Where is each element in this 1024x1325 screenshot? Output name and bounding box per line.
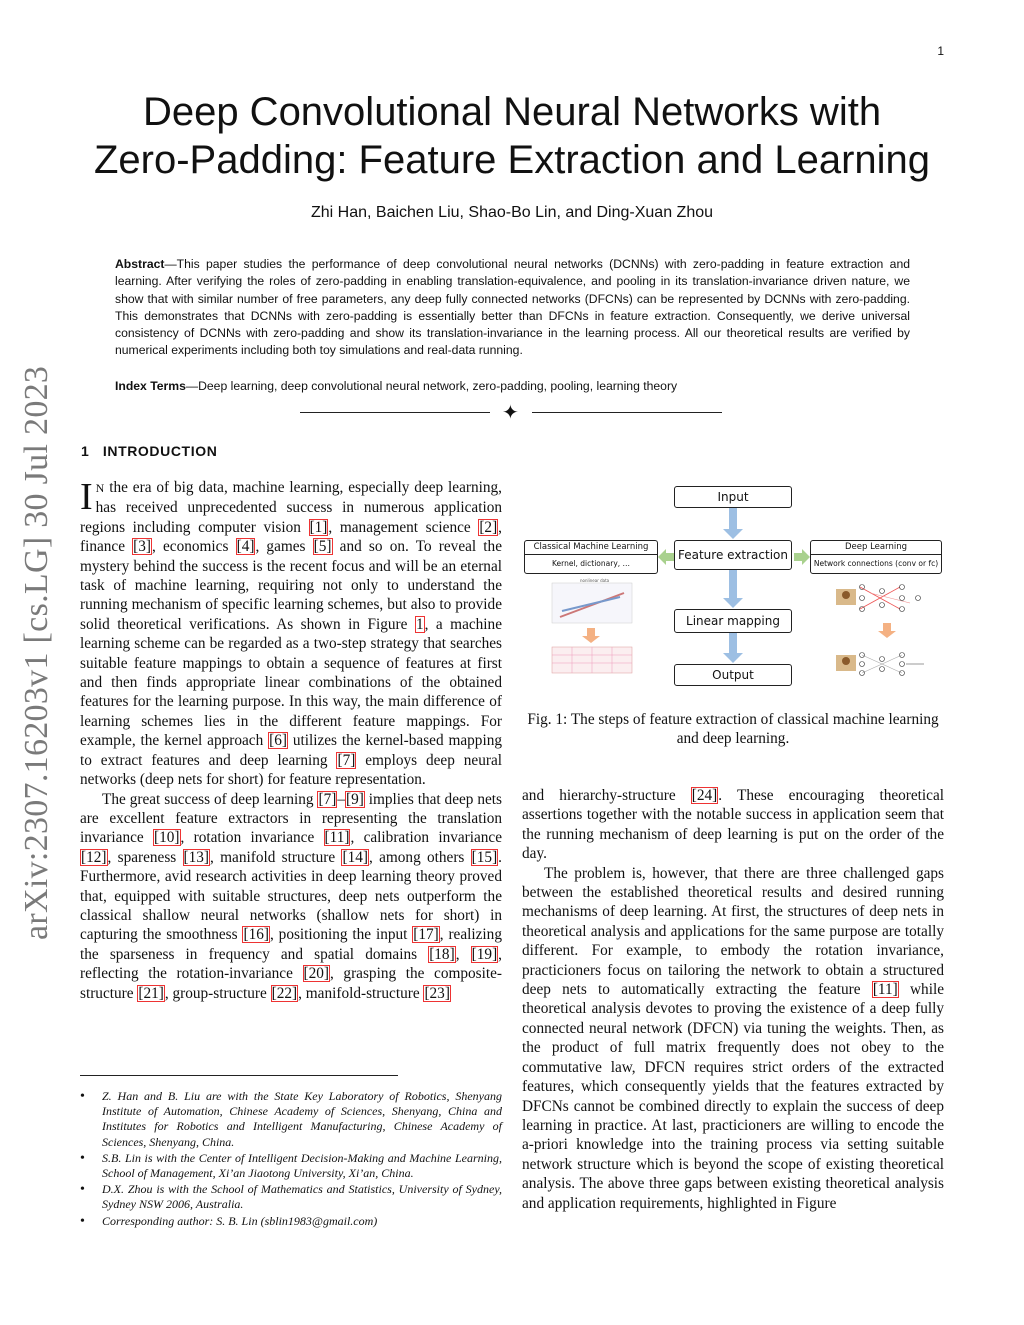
text-run: . These encouraging theoretical assertions together with the notable success in application seem that the running mechanism of deep learning is put on the order of the day. bbox=[522, 787, 944, 863]
feature-extraction-box: Feature extraction bbox=[674, 540, 792, 570]
author-list: Zhi Han, Baichen Liu, Shao-Bo Lin, and Ding-Xuan Zhou bbox=[310, 204, 714, 221]
section-title: INTRODUCTION bbox=[102, 443, 218, 459]
abstract-label: Abstract bbox=[115, 257, 165, 271]
text-run: , group-structure bbox=[164, 984, 271, 1002]
abstract-text: —This paper studies the performance of deep convolutional neural networks (DCNNs) with zero-padding in feature extraction and learning. After verifying the roles of zero-padding in enabling translation-equivalence, and pooling in its translation-invariance driven nature, we show that with similar number of free parameters, any deep fully connected networks (DFCNs) can be represented by DCNNs with zero-padding. This demonstrates that DCNNs with zero-padding is essentially better than DFCNs in feature extraction. Consequently, we derive universal consistency of DCNNs with zero-padding and show its translation-invariance in the learning process. All our theoretical results are verified by numerical experiments including both toy simulations and real-data running. bbox=[115, 257, 910, 358]
paper-title bbox=[60, 88, 964, 184]
classical-scatter-plot-icon bbox=[552, 578, 632, 623]
text-run: , manifold-structure bbox=[298, 984, 424, 1002]
text-run: and hierarchy-structure bbox=[522, 787, 691, 804]
citation-link[interactable]: [3] bbox=[133, 538, 152, 556]
figure-link[interactable]: 1 bbox=[415, 615, 424, 633]
citation-link[interactable]: [13] bbox=[183, 848, 210, 866]
citation-link[interactable]: [20] bbox=[303, 965, 329, 983]
deep-learning-title: Deep Learning bbox=[811, 541, 941, 555]
text-run: while theoretical analysis devotes to proving the existence of a deep fully connected neural network (DFCN) via tuning the weights. Then, as the product of full matrix frequently does not obey to the commutative law, DFCN requires strict orders of the extracted features, which consequently yields that the features extracted by DFCNs cannot be combined directly to explain the success of deep learning in practice. At last, practicioners are willing to encode the a-priori knowledge into the training process via setting suitable network structure which is beyond the scope of existing theoretical analysis. The above three gaps between existing theoretical analysis and application requirements, highlighted in Figure bbox=[522, 981, 944, 1212]
text-run: , positioning the input bbox=[269, 926, 413, 944]
footnote-item: • D.X. Zhou is with the School of Mathematics and Statistics, University of Sydney, Sydney NSW 2006, Australia. bbox=[80, 1182, 502, 1212]
network-diagram-icon-1 bbox=[860, 585, 921, 612]
citation-link[interactable]: [5] bbox=[313, 538, 332, 556]
title-line-1: Deep Convolutional Neural Networks with bbox=[142, 90, 882, 134]
divider-line-right bbox=[532, 412, 722, 413]
section-number: 1 bbox=[81, 443, 90, 459]
arxiv-watermark: arXiv:2307.16203v1 [cs.LG] 30 Jul 2023 bbox=[18, 365, 55, 940]
footnote-rule bbox=[80, 1075, 398, 1076]
text-run: and so on. To reveal the mystery behind the success is the recent focus and will be an eternal task of machine learning, requiring not only to understand the running mechanism of specific learning schemes, but also to provide solid theoretical verifications. As shown in Figure bbox=[80, 538, 502, 633]
text-run: , calibration invariance bbox=[350, 829, 503, 847]
divider-line-left bbox=[300, 412, 490, 413]
classical-ml-box bbox=[524, 540, 658, 574]
network-diagram-icon-2 bbox=[860, 653, 925, 676]
citation-link[interactable]: [4] bbox=[236, 538, 255, 556]
text-run: , economics bbox=[152, 538, 236, 556]
deep-learning-subtitle: Network connections (conv or fc) bbox=[813, 559, 939, 568]
text-run: , management science bbox=[328, 518, 479, 536]
index-terms-text: —Deep learning, deep convolutional neural network, zero-padding, pooling, learning theory bbox=[185, 379, 678, 393]
dog-image-icon-2 bbox=[836, 655, 856, 671]
citation-link[interactable]: [2] bbox=[479, 518, 498, 536]
intro-paragraph-2 bbox=[80, 790, 502, 1003]
text-run: implies that deep nets are excellent feature extractors in representing the translation invariance bbox=[80, 790, 502, 847]
svg-text:nonlinear data: nonlinear data bbox=[580, 578, 610, 583]
input-box: Input bbox=[674, 486, 792, 508]
blue-arrow-input-to-feature bbox=[723, 507, 743, 539]
footnotes bbox=[80, 1089, 502, 1230]
footnote-item: • S.B. Lin is with the Center of Intelligent Decision-Making and Machine Learning, School of Management, Xi’an Jiaotong University, Xi’an, China. bbox=[80, 1151, 502, 1181]
figure-arrows bbox=[520, 483, 946, 693]
citation-link[interactable]: [19] bbox=[471, 945, 498, 963]
green-arrow-right bbox=[794, 549, 810, 565]
text-run: employs deep neural networks (deep nets for short) for feature representation. bbox=[80, 751, 502, 789]
footnote-item: • Z. Han and B. Liu are with the State Key Laboratory of Robotics, Shenyang Institute of Automation, Chinese Academy of Sciences, Shenyang, China and Institutes for Robotics and Intelligent Manufacturing, Chinese Academy of Sciences, Shenyang, China. bbox=[80, 1089, 502, 1150]
green-arrow-left bbox=[658, 549, 674, 565]
abstract bbox=[115, 256, 910, 360]
text-run: , among others bbox=[368, 848, 471, 866]
text-run: . Furthermore, avid research activities in deep learning theory proved that, equipped with suitable structures, deep nets outperform the classical shallow neural networks (shallow nets for short) in capturing the smoothness bbox=[80, 848, 502, 944]
blue-arrow-linear-to-output bbox=[723, 631, 743, 663]
citation-link[interactable]: [12] bbox=[81, 848, 107, 866]
citation-link[interactable]: [7] bbox=[337, 751, 356, 769]
footnote-item: • Corresponding author: S. B. Lin (sblin1983@gmail.com) bbox=[80, 1214, 502, 1229]
text-run: , bbox=[455, 945, 471, 963]
citation-link[interactable]: [15] bbox=[471, 848, 498, 866]
classical-ml-title: Classical Machine Learning bbox=[525, 541, 657, 555]
citation-link[interactable]: [1] bbox=[309, 518, 328, 536]
citation-link[interactable]: [7] bbox=[318, 790, 337, 808]
index-terms-label: Index Terms bbox=[115, 379, 186, 393]
text-run: , a machine learning scheme can be regarded as a two-step strategy that searches suitable feature mappings to obtain a sequence of features at first and then finds appropriate linear combinations of the obtained features for the learning purpose. In this way, the main difference of learning schemes lies in the different feature mappings. For example, the kernel approach bbox=[80, 615, 502, 750]
orange-arrow-classical bbox=[582, 628, 600, 643]
page-number: 1 bbox=[937, 44, 944, 58]
drop-cap: I bbox=[80, 476, 93, 518]
citation-link[interactable]: [14] bbox=[342, 848, 368, 866]
text-run: The great success of deep learning bbox=[102, 790, 318, 808]
citation-link[interactable]: [21] bbox=[138, 984, 164, 1002]
citation-link[interactable]: [17] bbox=[413, 926, 439, 944]
text-run: the era of big data, machine learning, especially deep learning, has received unprecedented success in numerous application regions including computer vision bbox=[80, 479, 502, 536]
right-paragraph-1 bbox=[522, 786, 944, 864]
text-run: , finance bbox=[80, 518, 502, 556]
orange-arrow-deep bbox=[878, 623, 896, 638]
index-terms bbox=[115, 379, 910, 393]
title-line-2: Zero-Padding: Feature Extraction and Learning bbox=[93, 138, 931, 182]
section-divider bbox=[300, 400, 724, 424]
right-paragraph-2 bbox=[522, 864, 944, 1213]
text-run: , spareness bbox=[107, 848, 183, 866]
figure-1-diagram bbox=[520, 483, 946, 693]
citation-link[interactable]: [6] bbox=[269, 732, 287, 750]
citation-link[interactable]: [23] bbox=[424, 984, 450, 1002]
divider-star-icon: ✦ bbox=[502, 400, 519, 424]
text-run: , realizing the sparseness in frequency and spatial domains bbox=[80, 926, 502, 963]
text-run: , games bbox=[255, 538, 313, 556]
citation-link[interactable]: [11] bbox=[324, 829, 350, 847]
text-run: , grasping the composite-structure bbox=[80, 965, 502, 1002]
linear-mapping-box: Linear mapping bbox=[674, 609, 792, 633]
small-caps-text: N bbox=[95, 481, 105, 495]
classical-ml-subtitle: Kernel, dictionary, … bbox=[551, 559, 631, 568]
citation-link[interactable]: [11] bbox=[872, 981, 898, 999]
left-column bbox=[80, 478, 502, 1003]
output-box: Output bbox=[674, 664, 792, 686]
citation-link[interactable]: [16] bbox=[243, 926, 269, 944]
citation-link[interactable]: [24] bbox=[691, 787, 718, 804]
deep-learning-box bbox=[810, 540, 942, 574]
right-column bbox=[522, 786, 944, 1213]
citation-link[interactable]: [10] bbox=[154, 829, 180, 847]
text-run: , reflecting the rotation-invariance bbox=[80, 945, 502, 983]
citation-link[interactable]: [9] bbox=[345, 790, 364, 808]
blue-arrow-feature-to-linear bbox=[723, 568, 743, 608]
intro-paragraph-1 bbox=[80, 478, 502, 790]
classical-grid-plot-icon bbox=[552, 647, 632, 673]
text-run: , rotation invariance bbox=[180, 829, 324, 847]
citation-link[interactable]: [22] bbox=[271, 984, 298, 1002]
section-heading bbox=[81, 443, 217, 459]
text-run: , manifold structure bbox=[210, 848, 342, 866]
citation-link[interactable]: [18] bbox=[429, 945, 455, 963]
dog-image-icon-1 bbox=[836, 589, 856, 605]
text-run: The problem is, however, that there are three challenged gaps between the established theoretical results and desired running mechanisms of deep learning. At first, the structures of deep nets in theoretical analysis and applications for the same purpose are totally different. For example, to embody the rotation invariance, practicioners focus on tailoring the network to obtain a structured deep nets to automatically extracting the feature bbox=[522, 864, 944, 999]
figure-1-caption: Fig. 1: The steps of feature extraction of classical machine learning and deep learning. bbox=[527, 711, 939, 748]
text-run: utilizes the kernel-based mapping to extract features and deep learning bbox=[80, 732, 502, 769]
text-run: – bbox=[337, 790, 345, 808]
